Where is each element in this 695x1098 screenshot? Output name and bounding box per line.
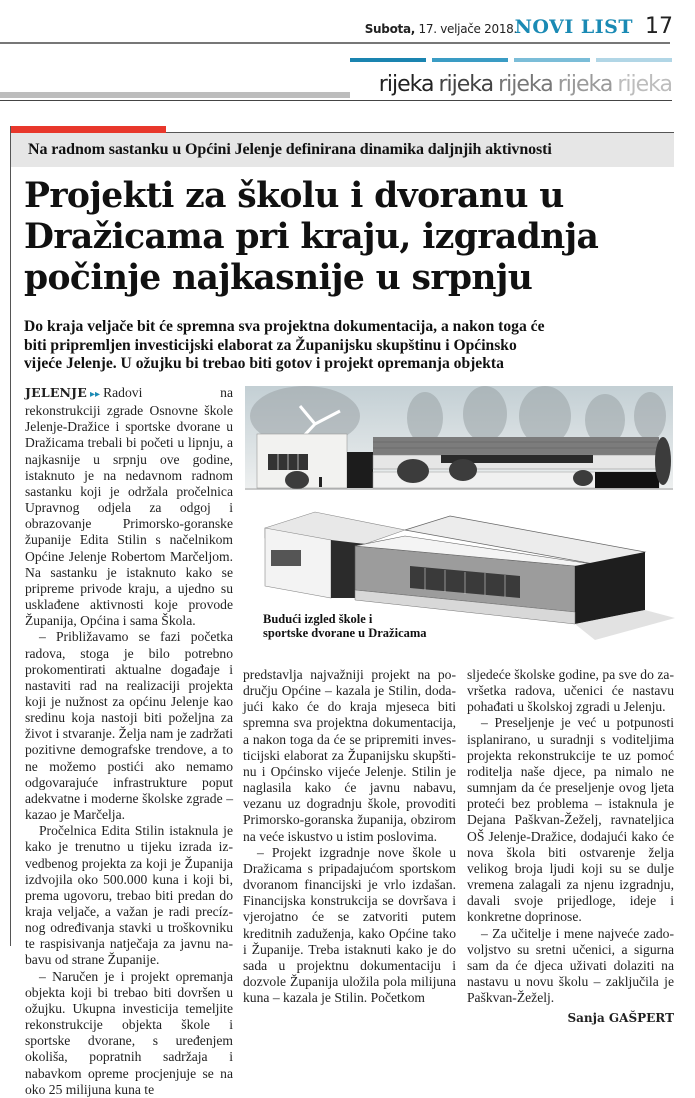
paragraph: – Za učitelje i mene najveće zadovoljstvo su sretni učenici, a sigurna sam da će djeca uživati dolaziti na nastavu u novu školu – zaključila je Paškvan-Žeželj. [467,925,674,1006]
section-color-stripes [350,58,672,64]
headline-line: počinje najkasnije u srpnju [24,258,533,298]
issue-day: Subota, [364,22,416,36]
paragraph: sljedeće školske godine, pa sve do završetka radova, učenici će nastavu pohađati u školskoj zgradi u Jelenju. [467,667,674,715]
header-rule [0,42,670,44]
paragraph: Pročelnica Edita Stilin istaknula je kako je trenutno u tijeku izrada izvedbenog projekta za koji je Županija izdvojila oko 500.000 kuna i koji bi, prema ugovoru, trebao biti predan do kraja veljače, a važan je radi precíznog određivanja stavki u troškovniku te raspisivanja natječaja za javnu nabavu od strane Županije. [25,823,233,968]
paragraph: – Preseljenje je već u potpunosti isplanirano, u suradnji s voditeljima projekta rekonstrukcije te uz pomoć roditelja naše djece, pa nimalo ne sumnjam da će preseljenje ovog ljeta proteći bez problema – istaknula je Dejana Paškvan-Žeželj, ravnateljica OŠ Jelenje-Dražice, dodajući kako će nova škola biti ostvarenje želja velikog broja ljudi koji su se dulje vremena zalagali za njenu izgradnju, davali svoje prijedloge, ideje i konkretne doprinose. [467,715,674,925]
lede-line: vijeće Jelenje. U ožujku bi trebao biti gotov i projekt opremanja objekta [24,355,504,372]
headline-line: Projekti za školu i dvoranu u [24,176,564,216]
stripe [432,58,508,62]
section-gray-bar [0,92,350,98]
section-word: rijeka [557,72,613,97]
paragraph: – Projekt izgradnje nove škole u Dražicama s pripadajućom sportskom dvoranom financijski je vrlo izdašan. Financijska konstrukcija se dovršava i vjerojatno će se zatvoriti putem kreditnih zaduženja, kako Općine tako i Županije. Treba istaknuti kako je do sada u projektnu dokumentaciju i dozvole Županija uložila pola milijuna kuna – kazala je Stilin. Početkom [243,844,456,1006]
photo-caption [263,612,427,640]
body-column-3 [467,667,674,1026]
section-word: rijeka [617,72,672,97]
newspaper-logo: NOVI LIST [514,16,633,38]
issue-date [365,22,517,36]
caption-line: sportske dvorane u Dražicama [263,626,427,640]
page-header [0,0,695,44]
paragraph-text: Radovi na rekonstrukciji zgrade Osnovne škole Jelenje-Dražice i sportske dvorane u Dražicama trebali bi početi u lipnju, a najkasnije u srpnju ove godine, istaknuto je na nedavnom radnom sastanku koji je održala pročelnica Upravnog odjela za odgoj i obrazovanje Primorsko-goranske županije Edita Stilin s načelnikom Općine Jelenje Robertom Marčeljom. Na sastanku je istaknuto kako se pripreme privode kraju, a ujedno su usklađene aktivnosti koje provode Županija, Općina i sama Škola. [25,385,233,629]
stripe [514,58,590,62]
section-word: rijeka [438,72,494,97]
section-name [374,72,672,97]
body-column-2 [243,667,456,1006]
body-column-1 [25,385,233,1098]
section-banner [0,70,672,104]
paragraph [25,385,233,629]
paragraph: – Naručen je i projekt opremanja objekta koji bi trebao biti dovršen u ožujku. Ukupna investicija temeljite rekonstrukcije objekta škole i sportske dvorane, s uređenjem okoliša, popratnih sadržaja i nabavkom opreme procjenjuje se na oko 25 milijuna kuna te [25,968,233,1097]
section-underline [0,100,672,101]
paragraph: predstavlja najvažniji projekt na području Općine – kazala je Stilin, dodajući kako će do kraja mjeseca biti spremna sva projektna dokumentacija, a nakon toga da će se pripremiti investicijski elaborat za Županijsku skupštinu i Općinsko vijeće Jelenje. Stilin je naglasila kako će javnu nabavu, vezanu uz dogradnju škole, provoditi Primorsko-goranska županija, obzirom na veće iskustvo u istim poslovima. [243,667,456,844]
page-number: 17 [645,14,673,39]
building-elevation-render [245,386,673,490]
caption-line: Budući izgled škole i [263,612,373,626]
dateline-arrow-icon: ▸▸ [90,389,101,400]
stripe [596,58,672,62]
section-word: rijeka [378,72,434,97]
article-lede [24,318,664,374]
dateline: JELENJE [25,385,88,400]
issue-date-text: 17. veljače 2018. [418,22,517,36]
lede-line: biti pripremljen investicijski elaborat za Županijsku skupštinu i Općinsko [24,336,517,354]
paragraph: – Približavamo se fazi početka radova, stoga je bilo potrebno prokomentirati aktualne događaje i nastaviti rad na realizaciji projekta koji je nužnost za općinu Jelenje kao sredinu koja nastoji biti poželjna za život i stvaranje. Želja nam je zadržati pozitivne demografske trendove, a to ne možemo postići ako nemamo odgovarajuće infrastrukture poput adekvatne i moderne školske zgrade – kazao je Marčelja. [25,629,233,823]
author-byline: Sanja GAŠPERT [567,1011,674,1026]
lede-line: Do kraja veljače bit će spremna sva projektna dokumentacija, a nakon toga će [24,318,545,335]
article-headline [24,176,684,299]
headline-line: Dražicama pri kraju, izgradnja [24,217,599,257]
section-word: rijeka [498,72,553,97]
article-accent-bar [11,126,166,133]
stripe [350,58,426,62]
article-kicker: Na radnom sastanku u Općini Jelenje definirana dinamika daljnjih aktivnosti [11,133,674,167]
